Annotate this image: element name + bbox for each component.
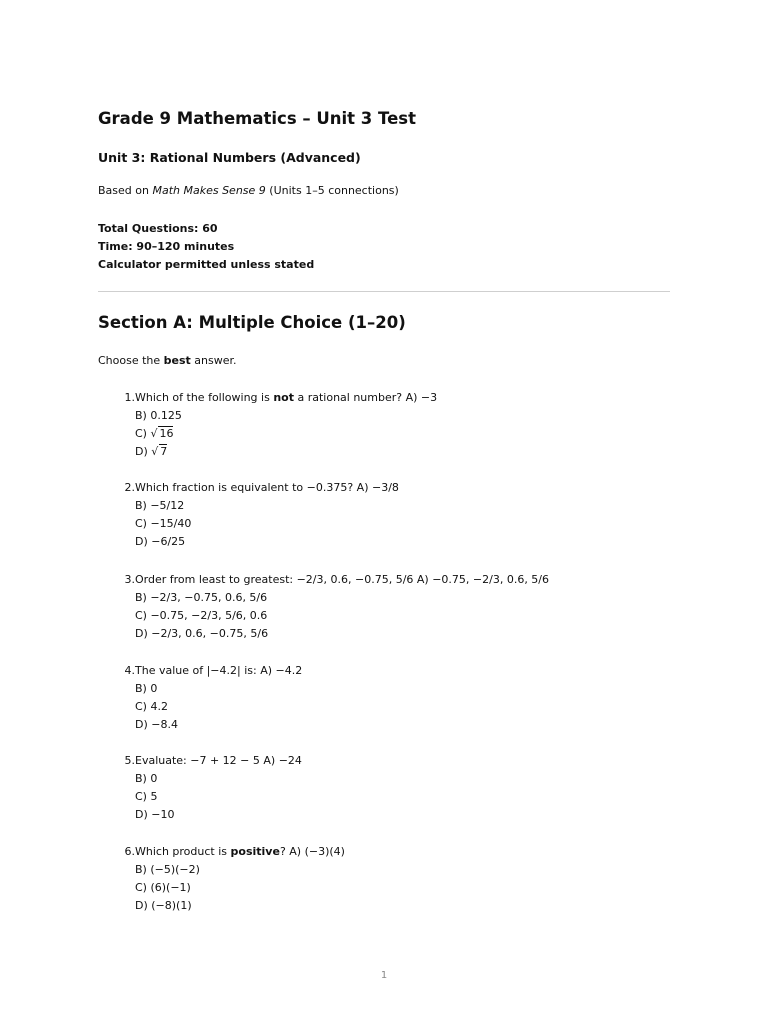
option-c: C) (6)(−1): [135, 881, 191, 894]
calculator-note: Calculator permitted unless stated: [98, 258, 315, 271]
question-stem: The value of |−4.2| is: A) −4.2: [135, 664, 303, 677]
radical-sign: √: [150, 427, 158, 440]
stem-emphasis: positive: [230, 845, 280, 858]
question-body: [135, 752, 302, 824]
square-root-icon: [151, 443, 167, 461]
option-c: C) 4.2: [135, 700, 168, 713]
question-stem: Order from least to greatest: −2/3, 0.6, −0.75, 5/6 A) −0.75, −2/3, 0.6, 5/6: [135, 573, 550, 586]
question-number: 4.: [124, 664, 135, 677]
question-body: [135, 389, 437, 461]
radicand: 16: [159, 427, 174, 440]
stem-text: Which of the following is: [135, 391, 274, 404]
question-body: [135, 843, 345, 915]
stem-text: Which product is: [135, 845, 231, 858]
question-stem: Evaluate: −7 + 12 − 5 A) −24: [135, 754, 302, 767]
stem-text-after: a rational number? A) −3: [293, 391, 438, 404]
square-root-icon: [150, 425, 173, 443]
option-c: [135, 425, 437, 443]
page-title: Grade 9 Mathematics – Unit 3 Test: [98, 109, 416, 128]
stem-text-after: ? A) (−3)(4): [279, 845, 345, 858]
option-b: B) 0: [135, 772, 158, 785]
option-b: B) −5/12: [135, 499, 185, 512]
option-c: C) 5: [135, 790, 158, 803]
option-b: B) 0.125: [135, 409, 182, 422]
source-suffix: (Units 1–5 connections): [265, 184, 399, 197]
instructions-suffix: answer.: [190, 354, 237, 367]
question-stem: [135, 843, 345, 861]
option-d: D) −10: [135, 808, 175, 821]
question-number: 5.: [124, 754, 135, 767]
question-body: [135, 479, 399, 551]
question-stem: [135, 389, 437, 407]
page-number: 1: [380, 970, 388, 981]
section-a-title: Section A: Multiple Choice (1–20): [98, 313, 406, 332]
question-stem: Which fraction is equivalent to −0.375? A) −3/8: [135, 481, 399, 494]
instructions-prefix: Choose the: [98, 354, 164, 367]
question-number: 2.: [124, 481, 135, 494]
instructions-emphasis: best: [163, 354, 191, 367]
option-c: C) −15/40: [135, 517, 192, 530]
question-number: 6.: [124, 845, 135, 858]
question-body: [135, 571, 549, 643]
option-c: C) −0.75, −2/3, 5/6, 0.6: [135, 609, 268, 622]
section-instructions: [98, 354, 237, 367]
page-subtitle: Unit 3: Rational Numbers (Advanced): [98, 150, 361, 165]
radical-sign: √: [151, 445, 159, 458]
stem-emphasis: not: [273, 391, 294, 404]
option-b: B) (−5)(−2): [135, 863, 200, 876]
question-body: [135, 662, 302, 734]
source-note: [98, 184, 399, 197]
option-d: D) −6/25: [135, 535, 186, 548]
option-d: [135, 443, 437, 461]
total-questions: Total Questions: 60: [98, 222, 218, 235]
radicand: 7: [160, 445, 168, 458]
option-d-label: D): [135, 445, 152, 458]
question-number: 3.: [124, 573, 135, 586]
option-d: D) −2/3, 0.6, −0.75, 5/6: [135, 627, 269, 640]
option-d: D) (−8)(1): [135, 899, 192, 912]
test-meta: [98, 220, 314, 274]
option-b: B) 0: [135, 682, 158, 695]
option-d: D) −8.4: [135, 718, 178, 731]
question-number: 1.: [124, 391, 135, 404]
source-prefix: Based on: [98, 184, 153, 197]
option-c-label: C): [135, 427, 151, 440]
divider: [98, 291, 670, 292]
time-limit: Time: 90–120 minutes: [98, 240, 235, 253]
option-b: B) −2/3, −0.75, 0.6, 5/6: [135, 591, 268, 604]
source-book-title: Math Makes Sense 9: [152, 184, 266, 197]
